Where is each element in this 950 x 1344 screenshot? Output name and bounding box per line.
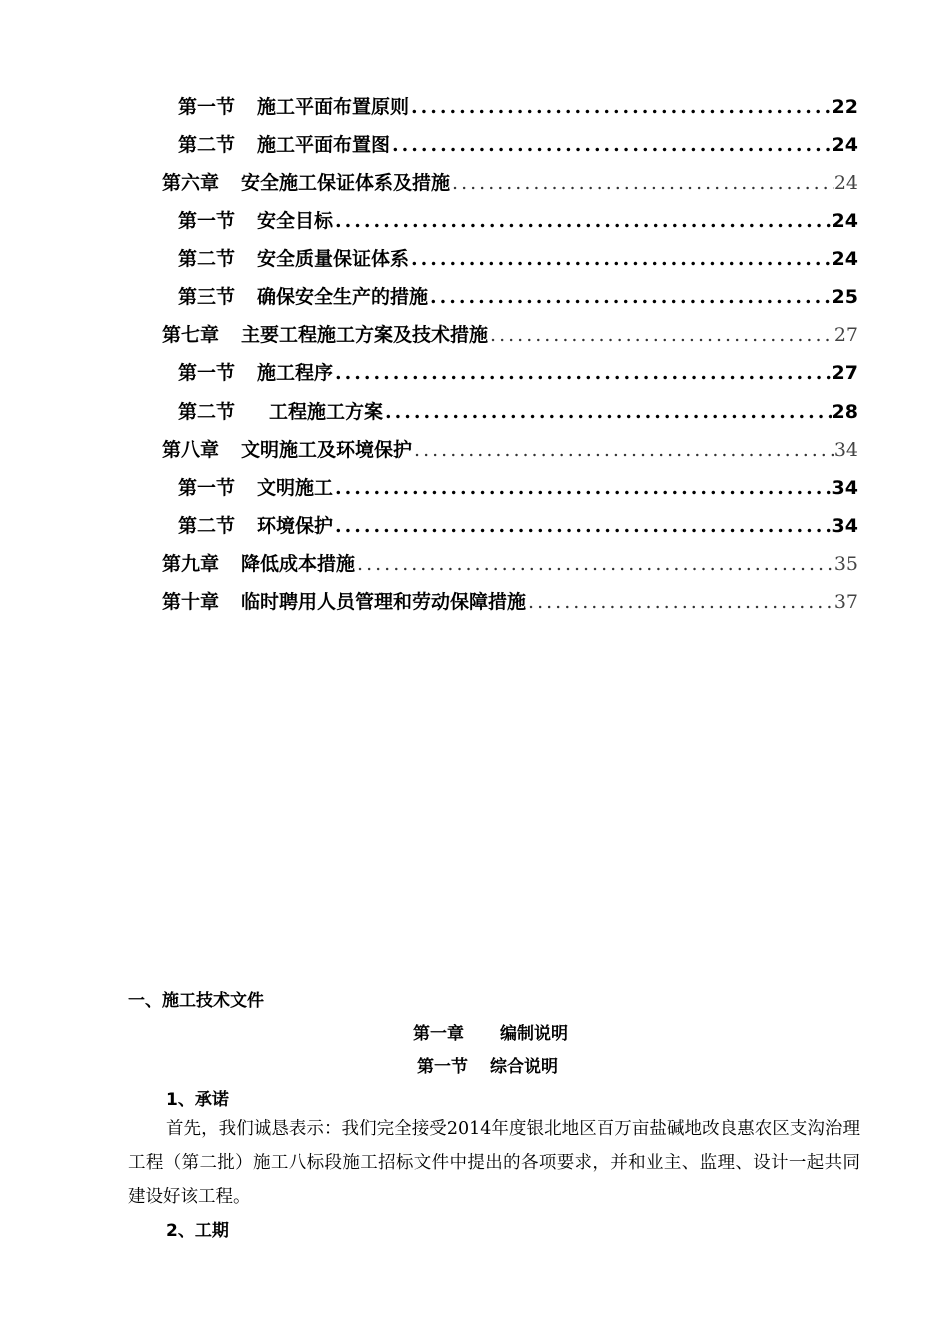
toc-page-number: 28 (831, 401, 858, 423)
toc-dot-leader (412, 439, 834, 461)
toc-page-number: 27 (833, 324, 858, 346)
toc-entry[interactable] (162, 587, 858, 614)
toc-entry-label: 第十章 (162, 591, 220, 613)
toc-page-number: 24 (831, 134, 858, 156)
toc-entry-label: 第八章 (162, 439, 220, 461)
toc-entry[interactable] (178, 244, 858, 271)
toc-dot-leader (390, 134, 832, 156)
toc-dot-leader (488, 324, 834, 346)
toc-page-number: 24 (831, 210, 858, 232)
toc-entry[interactable] (178, 473, 858, 500)
toc-entry[interactable] (178, 397, 858, 424)
toc-entry-title: 降低成本措施 (241, 553, 356, 575)
toc-entry-label: 第九章 (162, 553, 220, 575)
toc-entry[interactable] (178, 92, 858, 119)
toc-entry-title: 安全质量保证体系 (257, 248, 410, 270)
toc-dot-leader (383, 401, 832, 423)
chapter-heading (413, 1019, 568, 1044)
section-heading (417, 1052, 558, 1077)
toc-entry-title: 文明施工及环境保护 (241, 439, 413, 461)
toc-entry-title: 环境保护 (257, 515, 334, 537)
toc-entry[interactable] (178, 282, 858, 309)
item-heading-schedule: 2、工期 (166, 1221, 229, 1241)
toc-entry-label: 第二节 (178, 134, 236, 156)
toc-dot-leader (409, 248, 832, 270)
toc-entry-title: 主要工程施工方案及技术措施 (241, 324, 489, 346)
toc-entry-title: 施工平面布置图 (257, 134, 391, 156)
toc-entry-title: 工程施工方案 (269, 401, 384, 423)
part-heading: 一、施工技术文件 (128, 991, 264, 1011)
toc-entry-label: 第二节 (178, 248, 236, 270)
chapter-heading-label: 第一章 (413, 1024, 464, 1044)
toc-entry-title: 安全施工保证体系及措施 (241, 172, 451, 194)
section-heading-title: 综合说明 (490, 1057, 558, 1077)
toc-page-number: 34 (831, 515, 858, 537)
toc-dot-leader (333, 362, 832, 384)
item-heading-promise: 1、承诺 (166, 1090, 229, 1110)
section-heading-label: 第一节 (417, 1057, 468, 1077)
toc-dot-leader (333, 210, 832, 232)
toc-entry-label: 第一节 (178, 477, 236, 499)
toc-page-number: 34 (831, 477, 858, 499)
toc-dot-leader (355, 553, 834, 575)
chapter-heading-title: 编制说明 (500, 1024, 568, 1044)
toc-entry[interactable] (162, 435, 858, 462)
toc-dot-leader (333, 477, 832, 499)
toc-page-number: 24 (831, 248, 858, 270)
toc-entry-label: 第六章 (162, 172, 220, 194)
toc-entry-label: 第二节 (178, 515, 236, 537)
toc-page-number: 27 (831, 362, 858, 384)
toc-entry[interactable] (178, 130, 858, 157)
toc-entry-title: 施工程序 (257, 362, 334, 384)
toc-page-number: 24 (833, 172, 858, 194)
item-paragraph-promise: 首先，我们诚恳表示：我们完全接受2014年度银北地区百万亩盐碱地改良惠农区支沟治理工程（第二批）施工八标段施工招标文件中提出的各项要求，并和业主、监理、设计一起共同建设好该工程。 (128, 1119, 860, 1207)
toc-dot-leader (428, 286, 832, 308)
toc-dot-leader (450, 172, 834, 194)
toc-entry-label: 第一节 (178, 362, 236, 384)
toc-page-number: 37 (833, 591, 858, 613)
toc-entry-title: 临时聘用人员管理和劳动保障措施 (241, 591, 527, 613)
toc-dot-leader (333, 515, 832, 537)
toc-entry[interactable] (178, 206, 858, 233)
toc-dot-leader (526, 591, 834, 613)
toc-entry[interactable] (178, 358, 858, 385)
toc-entry-label: 第一节 (178, 210, 236, 232)
toc-entry[interactable] (178, 511, 858, 538)
toc-page-number: 25 (831, 286, 858, 308)
toc-page-number: 34 (833, 439, 858, 461)
toc-entry-title: 安全目标 (257, 210, 334, 232)
toc-entry-title: 确保安全生产的措施 (257, 286, 429, 308)
toc-entry[interactable] (162, 549, 858, 576)
toc-entry[interactable] (162, 168, 858, 195)
toc-dot-leader (409, 96, 832, 118)
toc-page-number: 22 (831, 96, 858, 118)
toc-page-number: 35 (833, 553, 858, 575)
toc-entry-label: 第三节 (178, 286, 236, 308)
toc-entry-label: 第一节 (178, 96, 236, 118)
toc-entry-label: 第七章 (162, 324, 220, 346)
toc-entry-label: 第二节 (178, 401, 236, 423)
toc-entry[interactable] (162, 320, 858, 347)
toc-entry-title: 施工平面布置原则 (257, 96, 410, 118)
toc-entry-title: 文明施工 (257, 477, 334, 499)
